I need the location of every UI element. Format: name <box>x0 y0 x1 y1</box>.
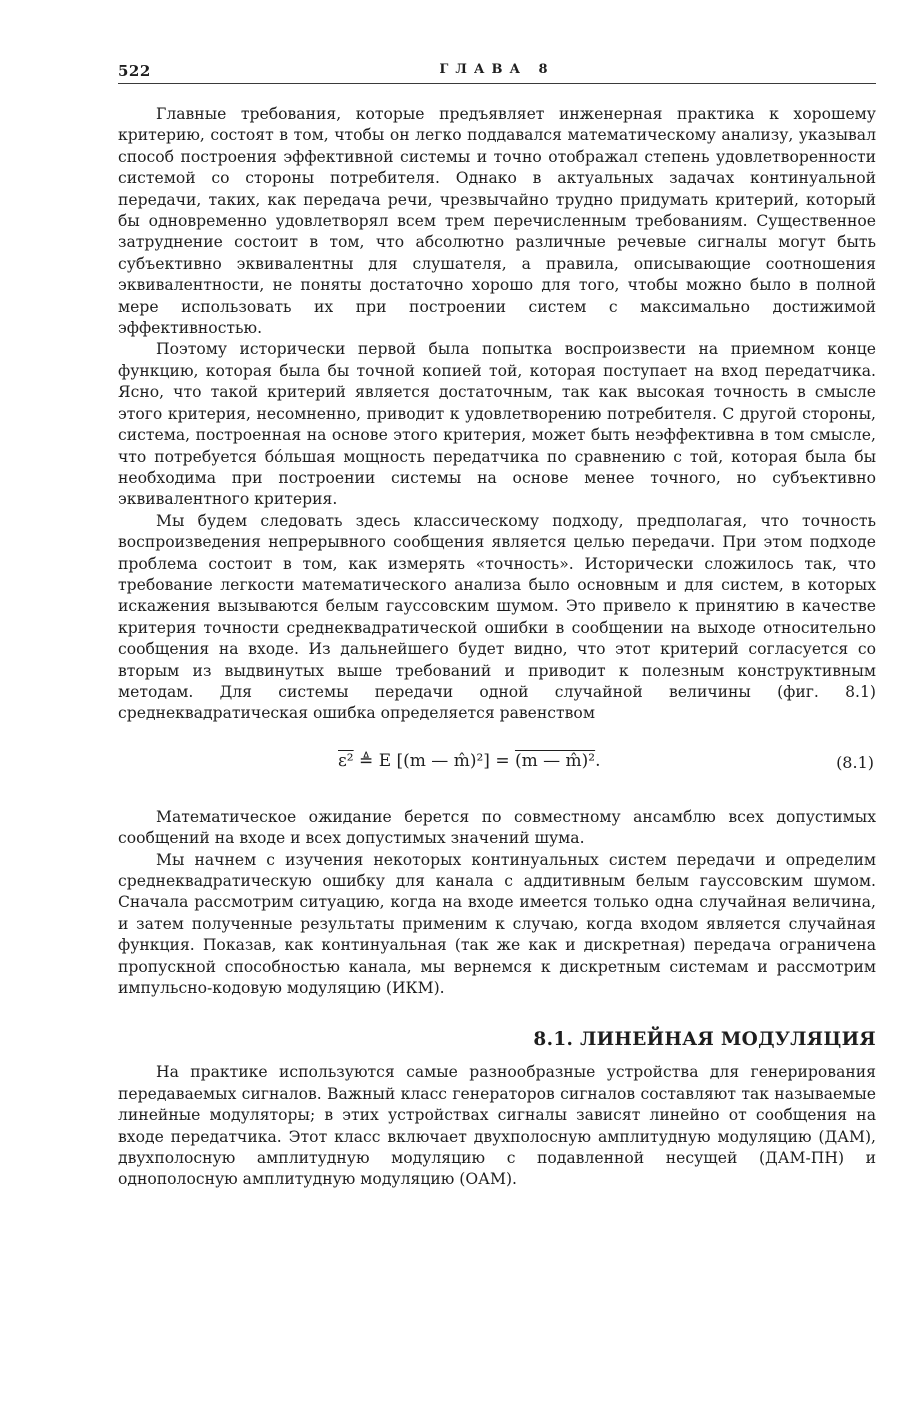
paragraph: Мы начнем с изучения некоторых континуальных систем передачи и определим среднеквадратическую ошибку для канала с аддитивным белым гауссовским шумом. Сначала рассмотрим ситуацию, когда на входе имеется только одна случайная величина, и затем полученные результаты применим к случаю, когда входом является случайная функция. Показав, как континуальная (так же как и дискретная) передача ограничена пропускной способностью канала, мы вернемся к дискретным системам и рассмотрим импульсно-кодовую модуляцию (ИКМ). <box>118 850 876 998</box>
section-heading: 8.1. ЛИНЕЙНАЯ МОДУЛЯЦИЯ <box>533 1029 876 1051</box>
paragraph: Математическое ожидание берется по совместному ансамблю всех допустимых сообщений на входе и всех допустимых значений шума. <box>118 807 876 848</box>
page-number: 522 <box>118 62 151 80</box>
equation-8-1 <box>118 739 876 803</box>
page-header <box>118 62 876 84</box>
equation-equals: = <box>495 750 510 771</box>
equation-expectation: E [(m — m̂)²] <box>378 750 490 771</box>
paragraph: На практике используются самые разнообразные устройства для генерирования передаваемых сигналов. Важный класс генераторов сигналов составляют так называемые линейные модуляторы; в этих устройствах сигналы зависят линейно от сообщения на входе передатчика. Этот класс включает двухполосную амплитудную модуляцию (ДАМ), двухполосную амплитудную модуляцию с подавленной несущей (ДАМ-ПН) и однополосную амплитудную модуляцию (ОАМ). <box>118 1063 876 1189</box>
running-head: ГЛАВА 8 <box>439 62 555 77</box>
equation-expression <box>338 751 601 771</box>
paragraph: Главные требования, которые предъявляет инженерная практика к хорошему критерию, состоят в том, чтобы он легко поддавался математическому анализу, указывал способ построения эффективной системы и точно отображал степень удовлетворенности системой со стороны потребителя. Однако в актуальных задачах континуальной передачи, таких, как передача речи, чрезвычайно трудно придумать критерий, который бы одновременно удовлетворял всем трем перечисленным требованиям. Существенное затруднение состоит в том, что абсолютно различные речевые сигналы могут быть субъективно эквивалентны для слушателя, а правила, описывающие соотношения эквивалентности, не поняты достаточно хорошо для того, чтобы можно было в полной мере использовать их при построении систем с максимально достижимой эффективностью. <box>118 105 876 338</box>
header-rule <box>118 83 876 84</box>
equation-lhs: ε² <box>338 750 354 771</box>
body-text <box>118 104 876 1191</box>
equation-rhs: (m — m̂)² <box>514 750 596 771</box>
paragraph: Мы будем следовать здесь классическому подходу, предполагая, что точность воспроизведения непрерывного сообщения является целью передачи. При этом подходе проблема состоит в том, как измерять «точность». Исторически сложилось так, что требование легкости математического анализа было основным и для систем, в которых искажения вызываются белым гауссовским шумом. Это привело к принятию в качестве критерия точности среднеквадратической ошибки в сообщении на выходе относительно сообщения на входе. Из дальнейшего будет видно, что этот критерий согласуется со вторым из выдвинутых выше требований и приводит к полезным конструктивным методам. Для системы передачи одной случайной величины (фиг. 8.1) среднеквадратическая ошибка определяется равенством <box>118 511 876 723</box>
paragraph: Поэтому исторически первой была попытка воспроизвести на приемном конце функцию, которая была бы точной копией той, которая поступает на вход передатчика. Ясно, что такой критерий является достаточным, так как высокая точность в смысле этого критерия, несомненно, приводит к удовлетворению потребителя. С другой стороны, система, построенная на основе этого критерия, может быть неэффективна в том смысле, что потребуется бо́льшая мощность передатчика по сравнению с той, которая была бы необходима при построении системы на основе менее точного, но субъективно эквивалентного критерия. <box>118 340 876 509</box>
equation-end: . <box>595 750 601 771</box>
equation-defeq: ≜ <box>359 750 374 771</box>
equation-number: (8.1) <box>836 752 874 772</box>
